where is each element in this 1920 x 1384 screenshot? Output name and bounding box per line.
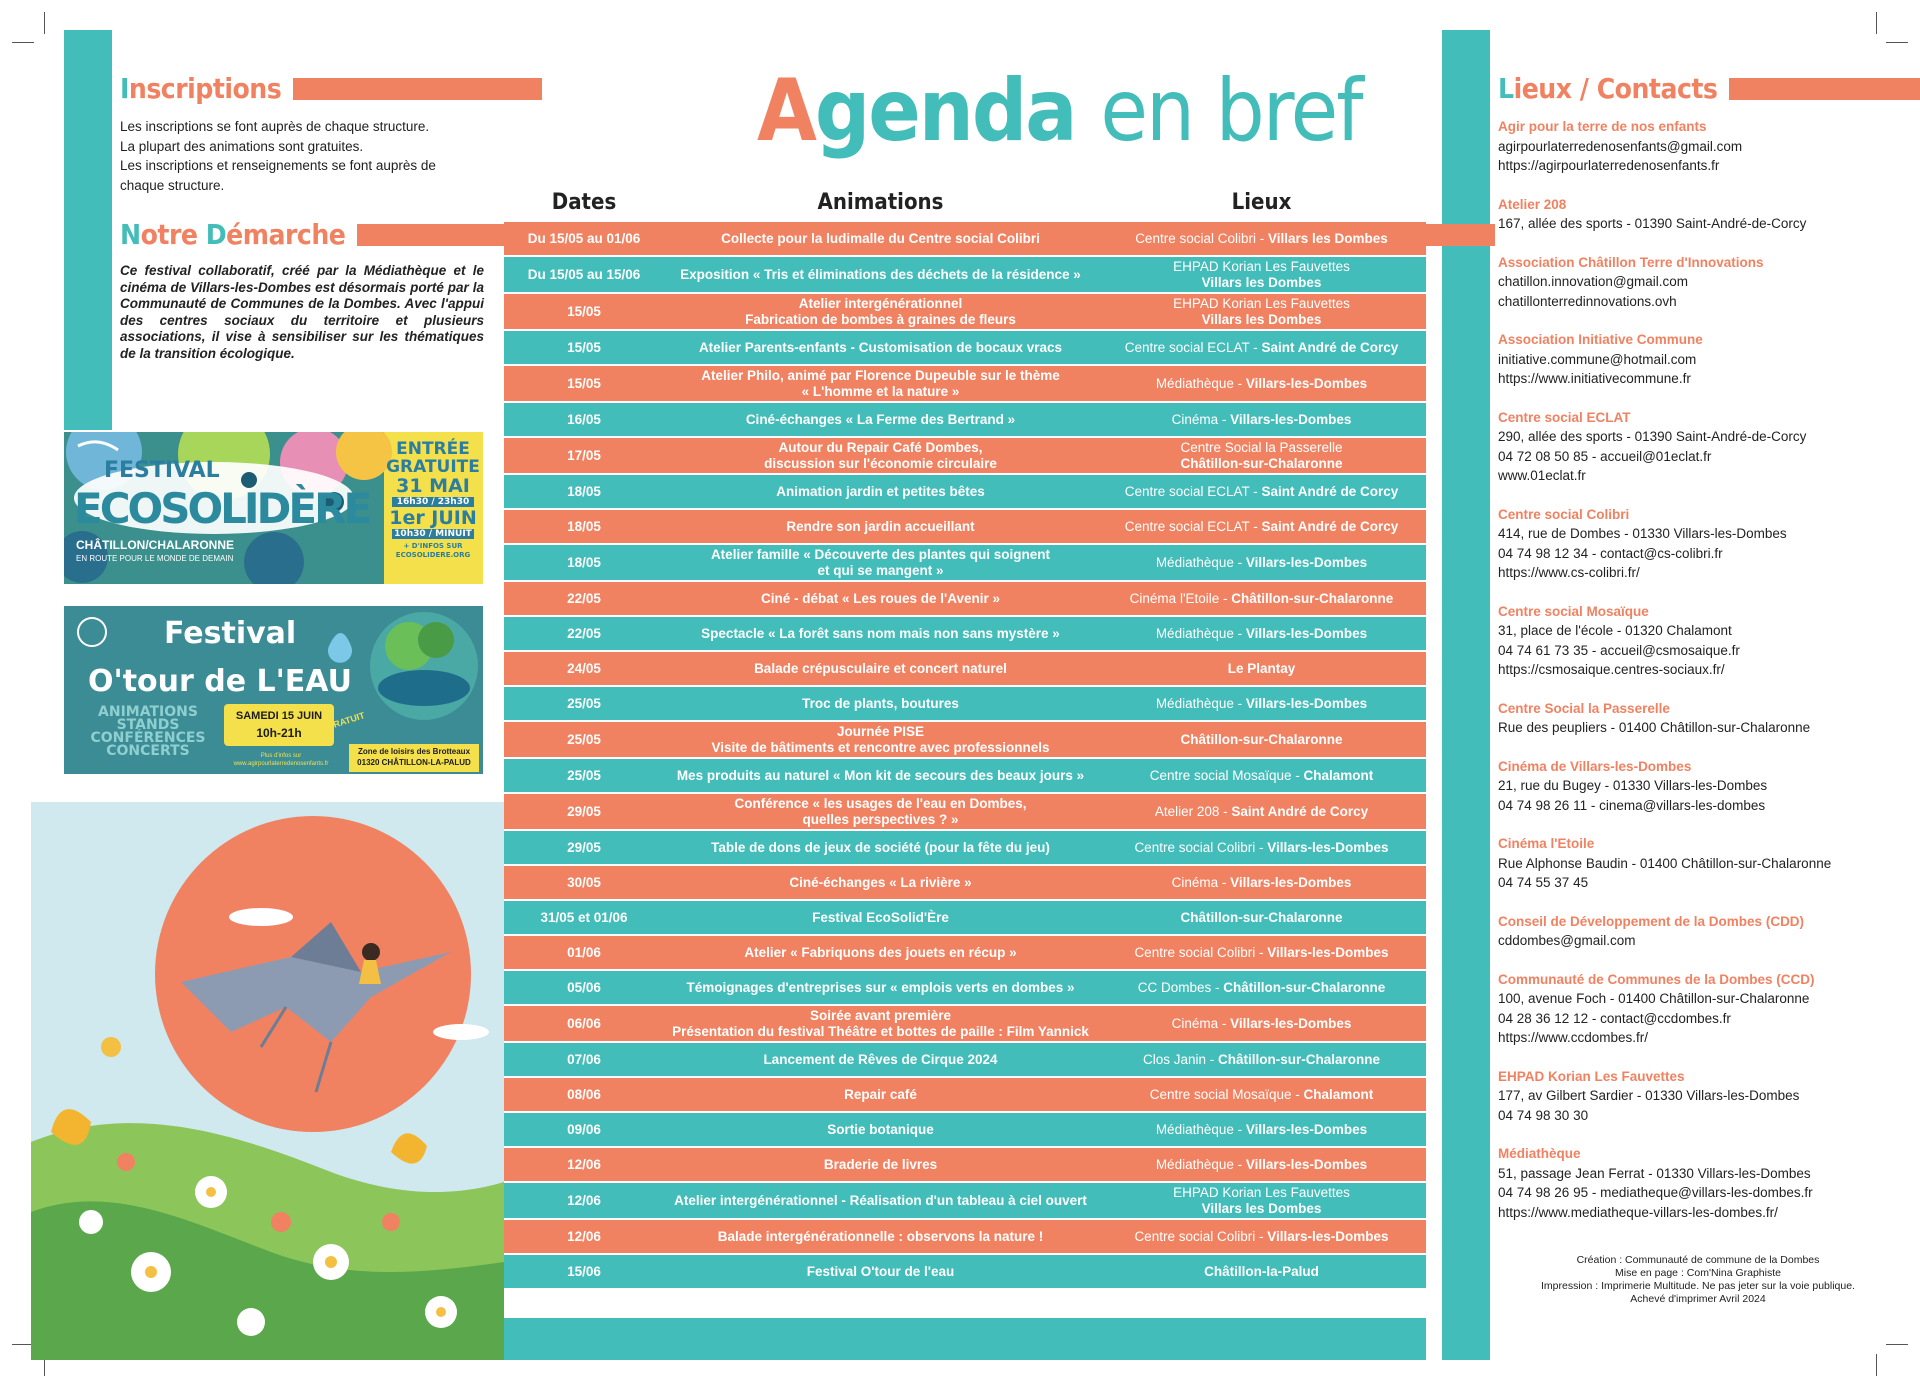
agenda-lieu-place: Clos Janin - [1142,1051,1218,1067]
agenda-lieu-town: Villars-les-Dombes [1267,1228,1389,1244]
otour-eau-free: GRATUIT [325,710,366,732]
credits-line: Achevé d'imprimer Avril 2024 [1630,1293,1766,1305]
contact-detail: 100, avenue Foch - 01400 Châtillon-sur-Chalaronne [1498,991,1810,1006]
credits-line: Création : Communauté de commune de la Dombes [1576,1254,1820,1266]
agenda-lieu-town: Villars-les-Dombes [1245,375,1368,391]
agenda-lieu-town: Villars-les-Dombes [1245,625,1368,641]
agenda-row [504,1148,1426,1183]
agenda-row [504,901,1426,936]
ecosolidere-name: ECOSOLIDÈRE [74,484,370,533]
contact-detail: 414, rue de Dombes - 01330 Villars-les-Dombes [1498,526,1787,541]
agenda-row [504,1183,1426,1220]
agenda-table-footer [504,1318,1426,1360]
contact-detail: cddombes@gmail.com [1498,933,1636,948]
agenda-date: 15/05 [567,375,601,391]
agenda-row [504,331,1426,366]
contact-detail: 04 74 55 37 45 [1498,875,1589,890]
agenda-lieu-town: Villars-les-Dombes [1230,411,1352,427]
contact-detail: https://www.ccdombes.fr/ [1498,1030,1649,1045]
agenda-lieu [1097,340,1426,356]
contact-detail: 177, av Gilbert Sardier - 01330 Villars-les-Dombes [1498,1088,1800,1103]
agenda-lieu-town: Châtillon-sur-Chalaronne [1180,731,1343,747]
otour-eau-activities [88,706,208,758]
ecosolidere-time: 10h30 / MINUIT [392,529,474,539]
contact-entry [1498,970,1898,1048]
contact-detail: 167, allée des sports - 01390 Saint-André-de-Corcy [1498,216,1807,231]
agenda-animation: Table de dons de jeux de société (pour la fête du jeu) [711,839,1050,855]
agenda-lieu [1097,1087,1426,1103]
agenda-row [504,617,1426,652]
agenda-lieu-place: EHPAD Korian Les Fauvettes [1173,295,1350,311]
otour-eau-festival: Festival [164,616,297,651]
agenda-lieu-town: Châtillon-la-Palud [1204,1263,1319,1279]
agenda-lieu-place: Centre social ECLAT - [1124,518,1262,534]
agenda-row [504,971,1426,1006]
agenda-row [504,652,1426,687]
contact-name: Centre social Colibri [1498,506,1630,522]
agenda-date: 06/06 [567,1015,601,1031]
agenda-date: 07/06 [567,1051,601,1067]
agenda-animation: Collecte pour la ludimalle du Centre social Colibri [721,230,1040,246]
contact-entry [1498,195,1898,234]
agenda-row [504,1078,1426,1113]
inscriptions-title: Inscriptions [120,72,282,105]
agenda-lieu-town: Villars les Dombes [1201,274,1322,290]
credits [1498,1254,1898,1306]
contact-detail: 04 74 98 26 95 - mediatheque@villars-les-dombes.fr [1498,1185,1813,1200]
otour-eau-title: O'tour de L'EAU [88,664,352,699]
agenda-row [504,1220,1426,1255]
agenda-lieu-place: Médiathèque - [1155,375,1246,391]
agenda-lieu [1097,376,1426,392]
agenda-row [504,438,1426,475]
agenda-lieu-town: Châtillon-sur-Chalaronne [1180,455,1343,471]
agenda-lieu [1097,555,1426,571]
agenda-animation: Témoignages d'entreprises sur « emplois verts en dombes » [686,979,1075,995]
agenda-lieu [1097,591,1426,607]
agenda-lieu-place: Centre social Colibri - [1134,839,1268,855]
agenda-title: Agenda en bref [757,61,1362,161]
ecosolidere-tagline: EN ROUTE POUR LE MONDE DE DEMAIN [76,554,234,563]
agenda-row [504,831,1426,866]
ecosolidere-dates [386,440,480,560]
agenda-lieu [1097,980,1426,996]
crop-mark [1876,12,1877,34]
agenda-animation: Atelier intergénérationnel Fabrication de bombes à graines de fleurs [745,295,1016,327]
agenda-lieu [1097,804,1426,820]
agenda-date: 25/05 [567,767,601,783]
agenda-date: 18/05 [567,554,601,570]
agenda-animation: Ciné-échanges « La rivière » [789,874,972,890]
contact-entry [1498,408,1898,486]
crop-mark [1876,1354,1877,1376]
agenda-animation: Festival O'tour de l'eau [806,1263,955,1279]
contact-detail: 04 74 61 73 35 - accueil@csmosaique.fr [1498,642,1740,658]
agenda-date: 29/05 [567,839,601,855]
agenda-lieu [1097,945,1426,961]
contact-detail: www.01eclat.fr [1498,468,1586,483]
agenda-animation: Atelier intergénérationnel - Réalisation d'un tableau à ciel ouvert [674,1192,1087,1208]
agenda-lieu-town: Villars les Dombes [1201,311,1322,327]
agenda-lieu-town: Saint André de Corcy [1231,803,1369,819]
contact-detail: Rue des peupliers - 01400 Châtillon-sur-Chalaronne [1498,720,1811,735]
contact-name: EHPAD Korian Les Fauvettes [1498,1068,1685,1084]
agenda-date: 24/05 [567,660,601,676]
crane-and-flowers-illustration [31,802,504,1360]
agenda-row [504,403,1426,438]
contact-entry [1498,757,1898,816]
contact-detail: https://www.cs-colibri.fr/ [1498,565,1640,580]
agenda-date: 25/05 [567,695,601,711]
agenda-animation: Braderie de livres [823,1156,938,1172]
agenda-date: 22/05 [567,590,601,606]
agenda-row [504,1006,1426,1043]
agenda-row [504,582,1426,617]
contact-detail: https://csmosaique.centres-sociaux.fr/ [1498,662,1725,677]
agenda-lieu-town: Villars-les-Dombes [1245,1156,1368,1172]
agenda-lieu-place: Centre social Colibri - [1135,230,1268,246]
crop-mark [1886,42,1908,43]
agenda-animation: Conférence « les usages de l'eau en Dombes, quelles perspectives ? » [734,795,1027,827]
column-header-animations: Animations [817,190,944,215]
contact-entry [1498,1067,1898,1126]
agenda-lieu [1097,440,1426,472]
contact-name: Conseil de Développement de la Dombes (CDD) [1498,913,1805,929]
contact-name: Communauté de Communes de la Dombes (CCD) [1498,971,1815,987]
ecosolidere-date: 1er JUIN [389,507,477,529]
agenda-lieu [1097,1185,1426,1217]
otour-eau-venue [349,746,479,768]
agenda-lieu-place: Cinéma l'Etoile - [1129,590,1232,606]
contact-detail: 04 74 98 26 11 - cinema@villars-les-dombes [1498,797,1766,813]
agenda-date: 12/06 [567,1192,601,1208]
agenda-row [504,722,1426,759]
ecosolidere-date: 31 MAI [396,475,470,497]
contact-detail: 21, rue du Bugey - 01330 Villars-les-Dombes [1498,778,1768,793]
demarche-title: Notre Démarche [120,218,346,251]
otour-eau-activity: CONCERTS [106,743,190,759]
agenda-lieu-place: Médiathèque - [1155,1156,1246,1172]
contact-entry [1498,117,1898,176]
contact-name: Cinéma l'Etoile [1498,836,1595,851]
contact-detail: https://www.mediatheque-villars-les-dombes.fr/ [1498,1204,1778,1220]
credits-line: Mise en page : Com'Nina Graphiste [1614,1267,1781,1279]
agenda-lieu-town: Châtillon-sur-Chalaronne [1231,590,1394,606]
agenda-row [504,794,1426,831]
contact-detail: chatillon.innovation@gmail.com [1498,274,1689,289]
agenda-animation: Festival EcoSolid'Ère [812,909,949,925]
agenda-row [504,759,1426,794]
contact-entry [1498,602,1898,680]
agenda-lieu-place: Centre Social la Passerelle [1180,439,1343,455]
agenda-lieu-place: Médiathèque - [1155,554,1246,570]
agenda-lieu-place: Centre social Colibri - [1134,1228,1268,1244]
agenda-date: 18/05 [567,483,601,499]
agenda-lieu [1097,1016,1426,1032]
agenda-animation: Atelier « Fabriquons des jouets en récup » [744,944,1017,960]
crop-mark [12,42,34,43]
contact-detail: initiative.commune@hotmail.com [1498,351,1697,367]
agenda-lieu [1097,840,1426,856]
contact-entry [1498,253,1898,312]
contacts-list [1498,117,1898,1241]
agenda-date: 09/06 [567,1121,601,1137]
agenda-row [504,1043,1426,1078]
ecosolidere-festival-label: FESTIVAL [104,458,220,483]
ecosolidere-banner [64,432,483,584]
otour-eau-activity: CONFÉRENCES [90,730,206,746]
agenda-lieu [1097,875,1426,891]
lieux-title: Lieux / Contacts [1498,72,1718,105]
left-teal-band [64,30,112,430]
contact-name: Centre social Mosaïque [1498,603,1649,619]
agenda-animation: Mes produits au naturel « Mon kit de secours des beaux jours » [676,767,1085,783]
agenda-table [504,222,1426,1290]
nature-illustration [31,802,504,1360]
contact-entry [1498,834,1898,893]
otour-eau-time: 10h-21h [256,726,302,740]
agenda-lieu-town: Villars-les-Dombes [1245,554,1368,570]
agenda-lieu-place: CC Dombes - [1137,979,1224,995]
agenda-lieu-place: EHPAD Korian Les Fauvettes [1173,1184,1350,1200]
inscriptions-header [120,72,542,105]
column-header-dates: Dates [551,190,617,215]
agenda-row [504,1255,1426,1290]
agenda-lieu-town: Le Plantay [1227,660,1296,676]
agenda-date: 12/06 [567,1228,601,1244]
agenda-lieu-place: Centre social Mosaïque - [1149,767,1304,783]
agenda-lieu [1097,661,1426,677]
contact-detail: 04 28 36 12 12 - contact@ccdombes.fr [1498,1010,1731,1026]
contact-name: Médiathèque [1498,1146,1581,1161]
contact-name: Cinéma de Villars-les-Dombes [1498,758,1692,774]
contact-detail: 04 72 08 50 85 - accueil@01eclat.fr [1498,448,1712,464]
agenda-animation: Balade intergénérationnelle : observons la nature ! [717,1228,1044,1244]
agenda-lieu [1097,1157,1426,1173]
inscriptions-text [120,117,480,195]
otour-eau-banner [64,606,483,774]
agenda-date: Du 15/05 au 01/06 [527,230,641,246]
agenda-date: 29/05 [567,803,601,819]
contact-name: Atelier 208 [1498,196,1567,212]
otour-eau-activity: ANIMATIONS [98,704,198,720]
agenda-lieu [1097,910,1426,926]
agenda-lieu [1097,412,1426,428]
agenda-lieu-town: Saint André de Corcy [1261,518,1399,534]
agenda-date: 08/06 [567,1086,601,1102]
agenda-animation: Ciné - débat « Les roues de l'Avenir » [760,590,1001,606]
agenda-date: Du 15/05 au 15/06 [527,266,641,282]
credits-line: Impression : Imprimerie Multitude. Ne pas jeter sur la voie publique. [1541,1280,1855,1292]
agenda-lieu-place: Atelier 208 - [1154,803,1232,819]
agenda-animation: Journée PISE Visite de bâtiments et rencontre avec professionnels [711,723,1050,755]
agenda-animation: Troc de plants, boutures [802,695,959,711]
agenda-lieu-place: Cinéma - [1171,1015,1231,1031]
contact-entry [1498,699,1898,738]
agenda-lieu [1097,296,1426,328]
agenda-lieu-place: Cinéma - [1171,874,1231,890]
otour-eau-activity: STANDS [116,717,180,733]
agenda-animation: Exposition « Tris et éliminations des déchets de la résidence » [680,266,1081,282]
agenda-lieu [1097,484,1426,500]
agenda-lieu-town: Châtillon-sur-Chalaronne [1218,1051,1381,1067]
agenda-lieu-place: Médiathèque - [1155,1121,1246,1137]
column-header-lieux: Lieux [1231,190,1292,215]
agenda-date: 15/05 [567,339,601,355]
agenda-row [504,1113,1426,1148]
agenda-date: 15/05 [567,303,601,319]
agenda-animation: Atelier Philo, animé par Florence Dupeuble sur le thème « L'homme et la nature » [701,367,1060,399]
contact-entry [1498,1144,1898,1222]
agenda-animation: Lancement de Rêves de Cirque 2024 [763,1051,998,1067]
ecosolidere-entry: GRATUITE [386,457,480,477]
agenda-lieu-place: Centre social Mosaïque - [1149,1086,1304,1102]
contact-detail: 51, passage Jean Ferrat - 01330 Villars-les-Dombes [1498,1165,1811,1181]
contact-name: Association Châtillon Terre d'Innovations [1498,254,1764,270]
agenda-lieu-place: Médiathèque - [1155,625,1246,641]
inscriptions-line: Les inscriptions se font auprès de chaque structure. [120,119,430,134]
agenda-lieu-town: Saint André de Corcy [1261,483,1399,499]
inscriptions-title-bar [293,78,542,100]
agenda-row [504,510,1426,545]
agenda-row [504,475,1426,510]
agenda-lieu [1097,1229,1426,1245]
otour-eau-venue-line: 01320 CHÂTILLON-LA-PALUD [357,758,471,767]
ecosolidere-info: + D'INFOS SUR ECOSOLIDERE.ORG [395,542,471,559]
agenda-date: 12/06 [567,1156,601,1172]
agenda-lieu [1097,768,1426,784]
contact-name: Centre social ECLAT [1498,409,1631,425]
agenda-animation: Atelier Parents-enfants - Customisation de bocaux vracs [698,339,1063,355]
otour-eau-venue-line: Zone de loisirs des Brotteaux [357,747,471,756]
agenda-lieu [1097,519,1426,535]
agenda-date: 18/05 [567,518,601,534]
agenda-date: 01/06 [567,944,601,960]
agenda-lieu-town: Villars les Dombes [1201,1200,1322,1216]
agenda-animation: Balade crépusculaire et concert naturel [754,660,1007,676]
contact-detail: Rue Alphonse Baudin - 01400 Châtillon-sur-Chalaronne [1498,855,1832,871]
ecosolidere-place: CHÂTILLON/CHALARONNE [76,538,234,552]
agenda-lieu-town: Villars-les-Dombes [1230,874,1352,890]
agenda-lieu [1097,1264,1426,1280]
contact-entry [1498,330,1898,389]
contact-detail: 04 74 98 12 34 - contact@cs-colibri.fr [1498,545,1723,561]
contact-detail: https://agirpourlaterredenosenfants.fr [1498,158,1720,173]
inscriptions-line: Les inscriptions et renseignements se font auprès de chaque structure. [120,158,436,193]
ecosolidere-entry: ENTRÉE [396,439,470,459]
agenda-lieu-town: Villars-les-Dombes [1230,1015,1352,1031]
agenda-date: 31/05 et 01/06 [540,909,628,925]
agenda-date: 25/05 [567,731,601,747]
agenda-lieu-town: Chalamont [1303,767,1374,783]
lieux-header [1498,72,1920,105]
agenda-lieu-place: Cinéma - [1171,411,1231,427]
contact-detail: 290, allée des sports - 01390 Saint-André-de-Corcy [1498,429,1807,444]
otour-eau-date: SAMEDI 15 JUIN [235,710,323,722]
crop-mark [1886,1344,1908,1345]
agenda-lieu-town: Saint André de Corcy [1261,339,1399,355]
agenda-lieu [1097,696,1426,712]
contact-detail: https://www.initiativecommune.fr [1498,371,1691,386]
agenda-date: 16/05 [567,411,601,427]
agenda-row [504,545,1426,582]
agenda-date: 05/06 [567,979,601,995]
agenda-row [504,222,1426,257]
agenda-animation: Autour du Repair Café Dombes, discussion sur l'économie circulaire [764,439,997,471]
agenda-row [504,687,1426,722]
contact-entry [1498,505,1898,583]
agenda-lieu-town: Châtillon-sur-Chalaronne [1223,979,1386,995]
agenda-lieu-place: Médiathèque - [1155,695,1246,711]
agenda-lieu [1097,732,1426,748]
agenda-lieu-town: Villars-les-Dombes [1245,695,1368,711]
contact-name: Centre Social la Passerelle [1498,700,1670,716]
agenda-animation: Soirée avant première Présentation du festival Théâtre et bottes de paille : Film Yannick [672,1007,1089,1039]
agenda-lieu-place: Centre social ECLAT - [1124,483,1262,499]
agenda-lieu-town: Villars-les-Dombes [1245,1121,1368,1137]
agenda-animation: Atelier famille « Découverte des plantes qui soignent et qui se mangent » [710,546,1051,578]
lieux-title-bar [1729,78,1920,100]
crop-mark [44,12,45,34]
agenda-lieu-place: Centre social ECLAT - [1124,339,1262,355]
contact-name: Association Initiative Commune [1498,332,1703,347]
contact-entry [1498,912,1898,951]
agenda-animation: Ciné-échanges « La Ferme des Bertrand » [745,411,1016,427]
contact-detail: 31, place de l'école - 01320 Chalamont [1498,623,1732,638]
agenda-lieu [1097,626,1426,642]
agenda-lieu-town: Villars les Dombes [1267,230,1388,246]
agenda-lieu-town: Chalamont [1303,1086,1374,1102]
contact-detail: 04 74 98 30 30 [1498,1107,1589,1123]
agenda-lieu-place: EHPAD Korian Les Fauvettes [1173,258,1350,274]
agenda-lieu-town: Villars-les-Dombes [1267,839,1389,855]
agenda-lieu-place: Centre social Colibri - [1134,944,1268,960]
inscriptions-line: La plupart des animations sont gratuites. [120,138,364,154]
contact-name: Agir pour la terre de nos enfants [1498,119,1707,134]
agenda-animation: Spectacle « La forêt sans nom mais non sans mystère » [701,625,1060,641]
agenda-row [504,866,1426,901]
agenda-row [504,257,1426,294]
contact-detail: chatillonterredinnovations.ovh [1498,293,1677,309]
agenda-animation: Sortie botanique [827,1121,934,1137]
agenda-lieu-town: Villars-les-Dombes [1267,944,1389,960]
agenda-date: 17/05 [567,447,601,463]
contact-detail: agirpourlaterredenosenfants@gmail.com [1498,138,1743,154]
agenda-lieu-town: Châtillon-sur-Chalaronne [1180,909,1343,925]
agenda-lieu [1097,1052,1426,1068]
otour-eau-info: Plus d'infos sur www.agirpourlaterredenosenfants.fr [233,753,329,767]
agenda-row [504,366,1426,403]
agenda-animation: Animation jardin et petites bêtes [776,483,985,499]
agenda-date: 15/06 [567,1263,601,1279]
agenda-date: 30/05 [567,874,601,890]
agenda-row [504,936,1426,971]
agenda-lieu [1097,259,1426,291]
agenda-lieu [1097,231,1426,247]
agenda-date: 22/05 [567,625,601,641]
agenda-animation: Repair café [844,1086,917,1102]
demarche-text: Ce festival collaboratif, créé par la Médiathèque et le cinéma de Villars-les-Dombes est désormais porté par la Communauté de Communes de la Dombes. Avec l'appui des centres sociaux du territoire et plusieurs associations, il vise à sensibiliser sur les thématiques de la transition écologique. [120,263,484,361]
agenda-animation: Rendre son jardin accueillant [786,518,975,534]
agenda-lieu [1097,1122,1426,1138]
agenda-row [504,294,1426,331]
ecosolidere-time: 16h30 / 23h30 [392,497,474,507]
